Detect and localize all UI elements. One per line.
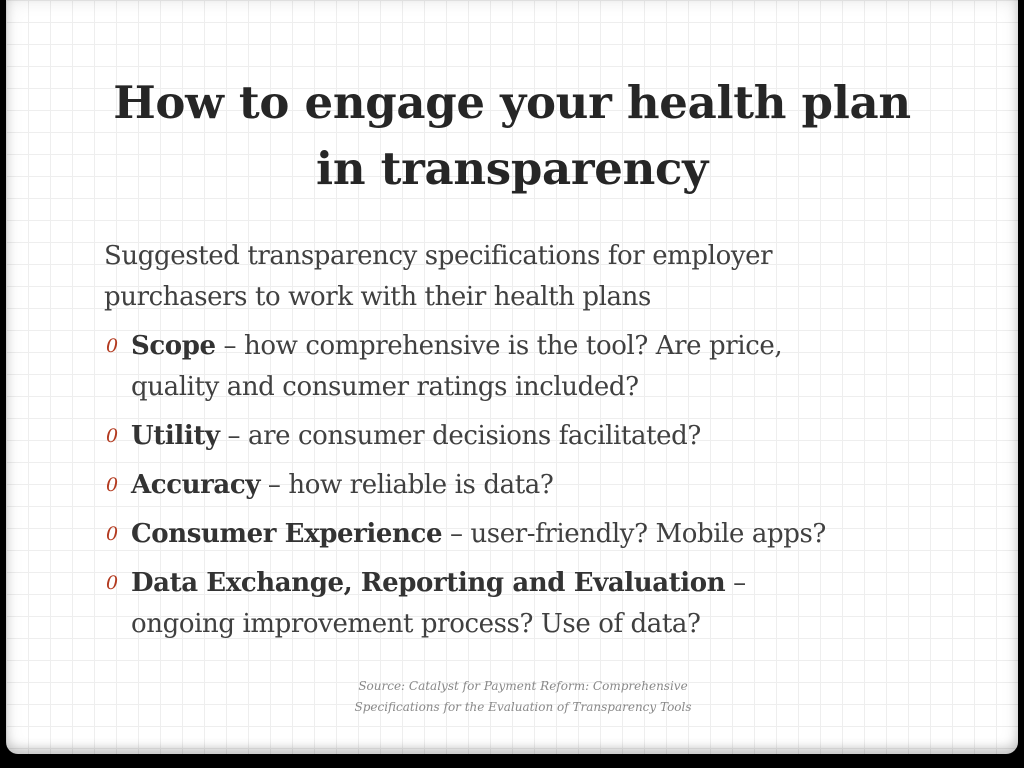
bullet-marker: 0 [106,335,118,357]
bullet-term: Utility [131,421,220,451]
bullet-text-continued: quality and consumer ratings included? [131,372,639,402]
bullet-text-continued: ongoing improvement process? Use of data? [131,609,701,639]
source-citation [306,676,740,718]
bullet-text: – [725,568,746,598]
intro-line-2: purchasers to work with their health plans [104,282,651,312]
bullet-text: – are consumer decisions facilitated? [219,421,701,451]
bullet-text: – how comprehensive is the tool? Are price, [215,331,783,361]
slide [6,0,1018,754]
bullet-accuracy [104,465,944,506]
bullet-consumer-experience [104,514,944,555]
bullet-term: Scope [131,331,216,361]
bullet-scope [104,326,944,408]
bullet-term: Consumer Experience [131,519,443,549]
slide-title [46,70,978,202]
bullet-term: Accuracy [131,470,261,500]
slide-title-line-2: in transparency [316,142,708,195]
bullet-data-exchange [104,563,944,645]
bullet-text: – user-friendly? Mobile apps? [442,519,826,549]
bullet-marker: 0 [106,425,118,447]
source-line-1: Source: Catalyst for Payment Reform: Comprehensive [358,679,688,693]
intro-line-1: Suggested transparency specifications for employer [104,241,773,271]
bullet-utility [104,416,944,457]
intro-paragraph [104,236,944,318]
slide-content [104,236,944,645]
bullet-marker: 0 [106,523,118,545]
bullet-marker: 0 [106,572,118,594]
source-line-2: Specifications for the Evaluation of Transparency Tools [354,700,692,714]
bullet-term: Data Exchange, Reporting and Evaluation [131,568,726,598]
bullet-marker: 0 [106,474,118,496]
bullet-text: – how reliable is data? [260,470,554,500]
slide-title-line-1: How to engage your health plan [113,76,911,129]
